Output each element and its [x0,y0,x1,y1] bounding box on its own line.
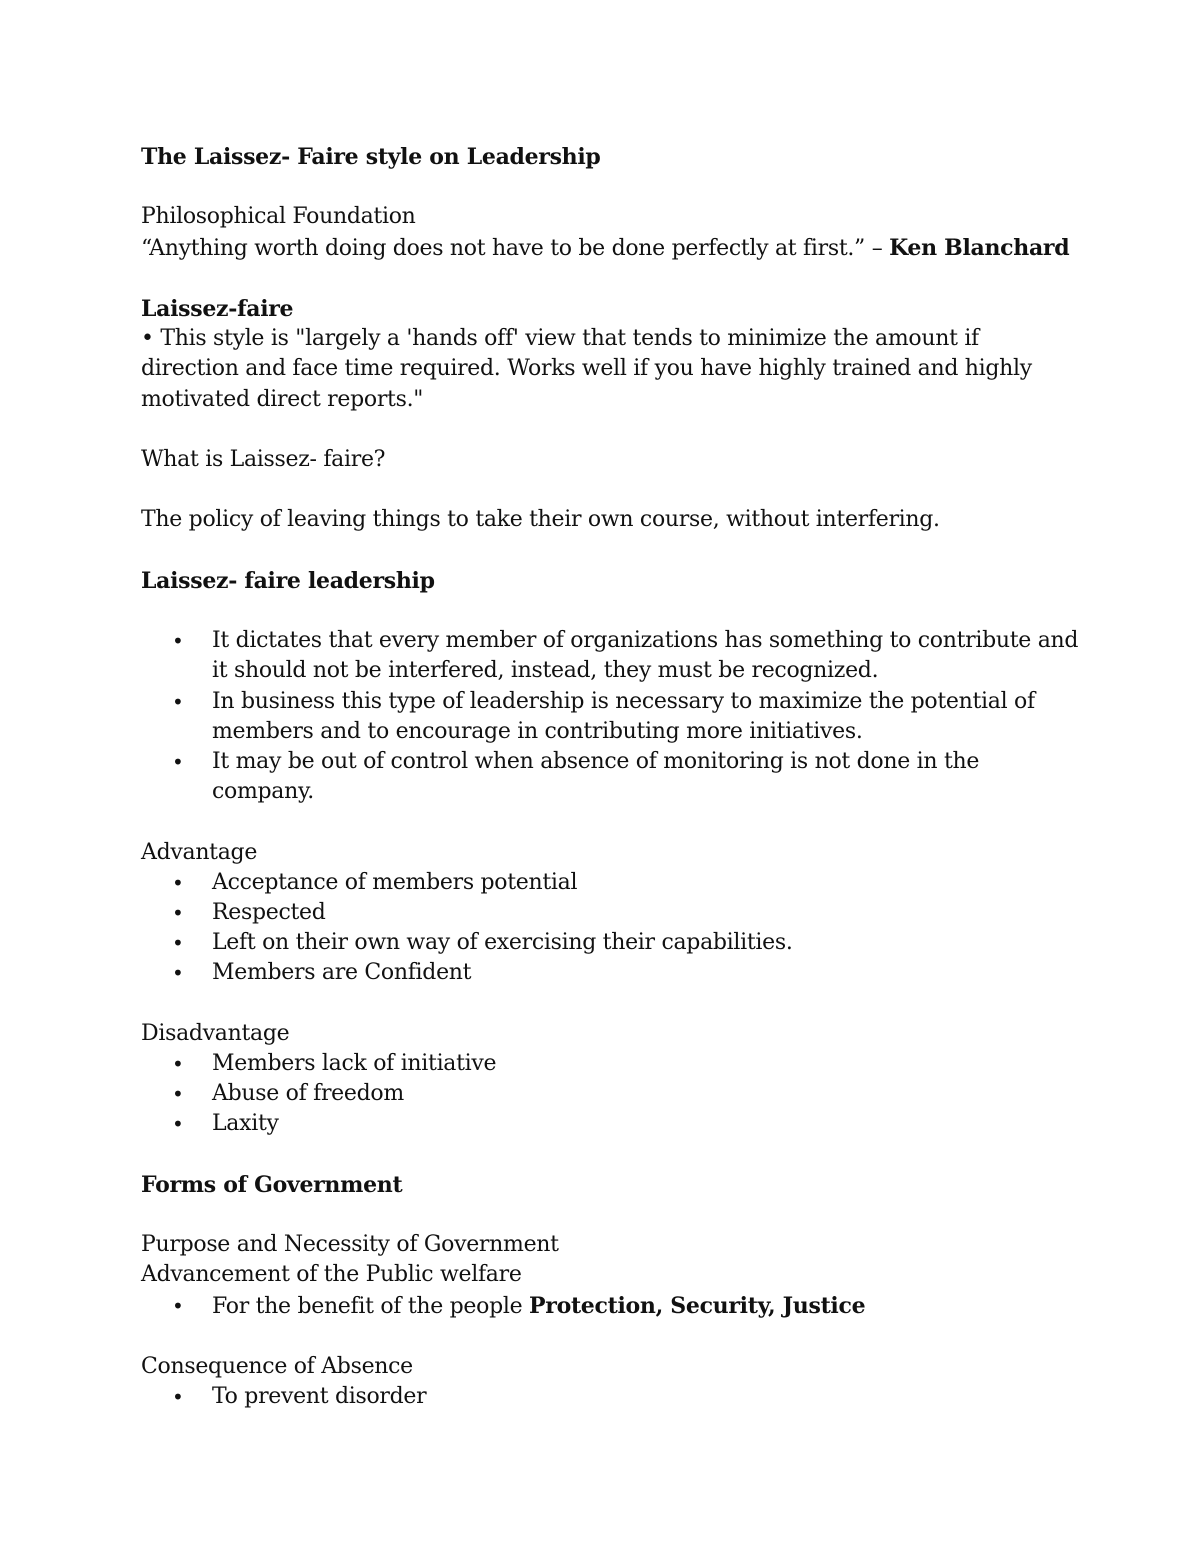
philosophical-heading: Philosophical Foundation [141,204,416,230]
list-item: • Left on their own way of exercising their capabilities. [141,928,1081,958]
list-item: • Respected [141,898,1081,928]
purpose-heading: Purpose and Necessity of Government [141,1232,559,1258]
list-item: • In business this type of leadership is necessary to maximize the potential of members and to encourage in contributing more initiatives. [141,687,1081,747]
list-item: • It may be out of control when absence of monitoring is not done in the company. [141,747,1081,807]
benefit-bold: Protection, Security, Justice [529,1292,866,1319]
list-item: • Laxity [141,1109,1081,1139]
list-item [141,1291,1081,1322]
leadership-list [141,626,1081,807]
government-heading: Forms of Government [141,1171,403,1198]
document-body [141,142,1081,1412]
list-item: • It dictates that every member of organizations has something to contribute and it should not be interfered, instead, they must be recognized. [141,626,1081,686]
document-title: The Laissez- Faire style on Leadership [141,144,601,170]
consequence-heading: Consequence of Absence [141,1353,413,1379]
quote-text: “Anything worth doing does not have to be done perfectly at first.” – [141,235,890,261]
disadvantage-list [141,1049,1081,1140]
disadvantage-heading: Disadvantage [141,1020,290,1046]
advantage-heading: Advantage [141,839,258,865]
list-item: • Acceptance of members potential [141,868,1081,898]
benefit-text: For the benefit of the people [212,1293,530,1319]
advantage-list [141,868,1081,989]
quote-author: Ken Blanchard [889,234,1070,261]
list-item: • Abuse of freedom [141,1079,1081,1109]
list-item: • To prevent disorder [141,1382,1081,1412]
leadership-heading: Laissez- faire leadership [141,567,435,594]
what-is-question: What is Laissez- faire? [141,446,386,472]
blanchard-quote [141,233,1081,264]
laissez-faire-description: • This style is "largely a 'hands off' view that tends to minimize the amount if direction and face time required. Works well if you have highly trained and highly motivated direct reports." [141,326,1032,412]
benefit-list [141,1291,1081,1322]
list-item: • Members are Confident [141,958,1081,988]
list-item: • Members lack of initiative [141,1049,1081,1079]
consequence-list [141,1382,1081,1412]
laissez-faire-heading: Laissez-faire [141,295,294,322]
advancement-line: Advancement of the Public welfare [141,1262,522,1288]
what-is-answer: The policy of leaving things to take their own course, without interfering. [141,507,940,533]
